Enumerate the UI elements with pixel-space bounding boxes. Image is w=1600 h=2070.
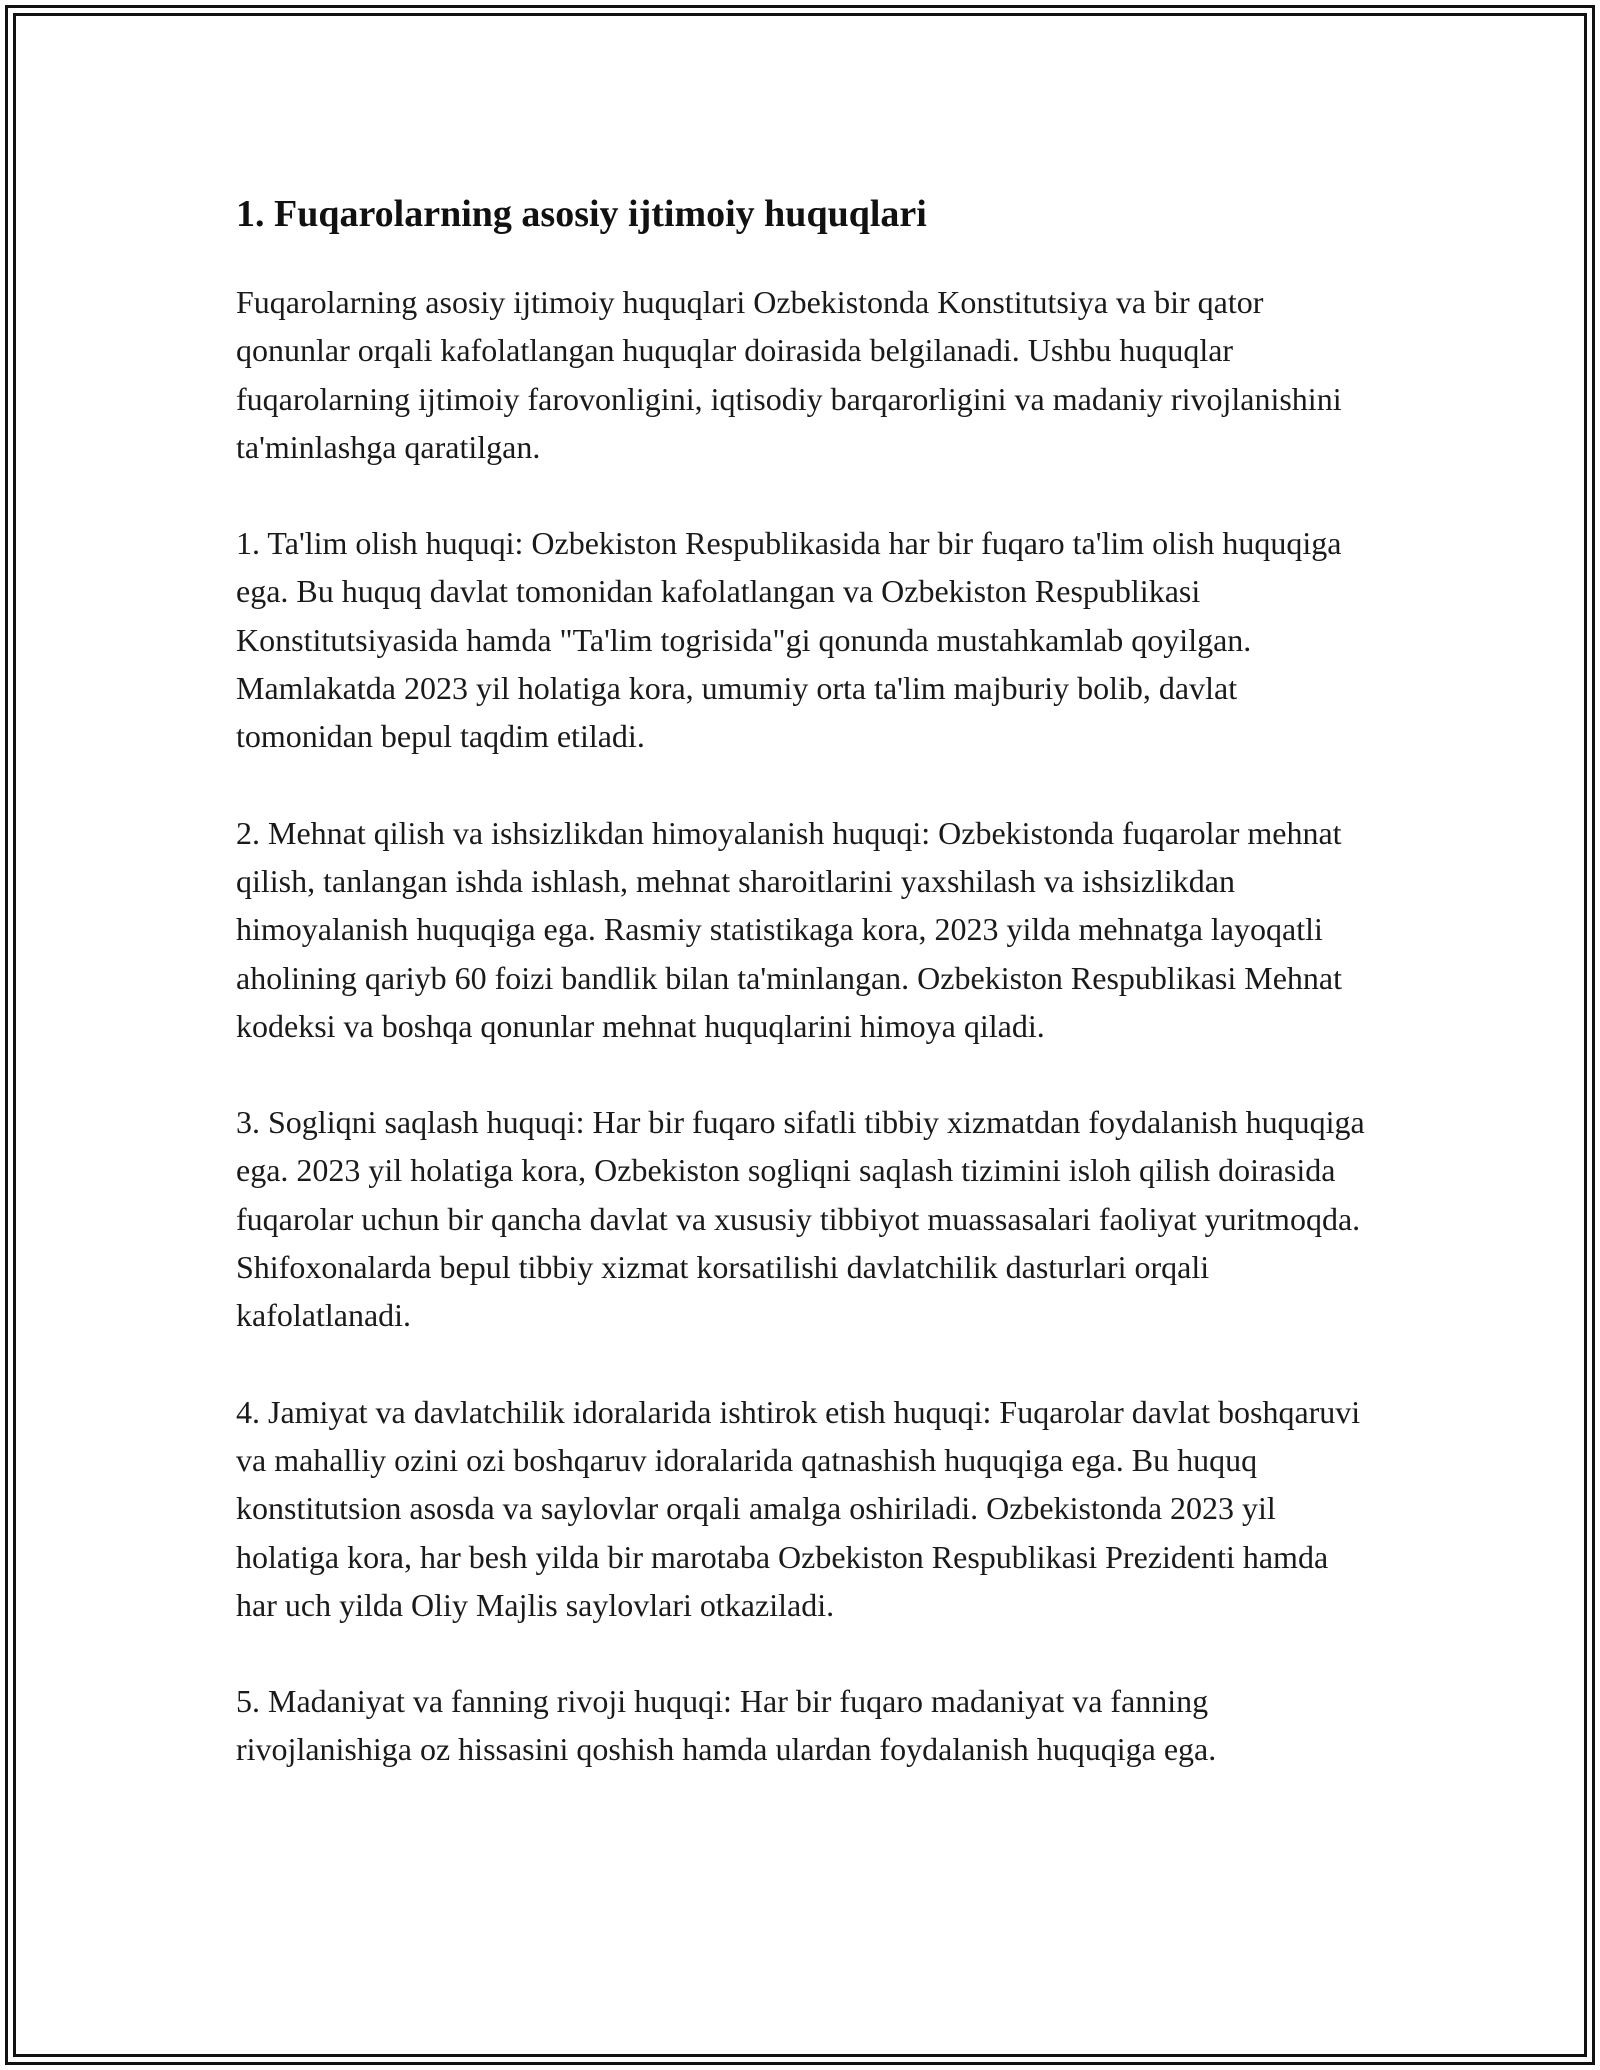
document-body <box>236 186 1376 1822</box>
paragraph-health-right: 3. Sogliqni saqlash huquqi: Har bir fuqaro sifatli tibbiy xizmatdan foydalanish huquqiga ega. 2023 yil holatiga kora, Ozbekiston sogliqni saqlash tizimini isloh qilish doirasida fuqarolar uchun bir qancha davlat va xususiy tibbiyot muassasalari faoliyat yuritmoqda. Shifoxonalarda bepul tibbiy xizmat korsatilishi davlatchilik dasturlari orqali kafolatlanadi. <box>236 1104 1365 1334</box>
section-heading: 1. Fuqarolarning asosiy ijtimoiy huquqlari <box>236 193 927 235</box>
paragraph-labor-right: 2. Mehnat qilish va ishsizlikdan himoyalanish huquqi: Ozbekistonda fuqarolar mehnat qilish, tanlangan ishda ishlash, mehnat sharoitlarini yaxshilash va ishsizlikdan himoyalanish huquqiga ega. Rasmiy statistikaga kora, 2023 yilda mehnatga layoqatli aholining qariyb 60 foizi bandlik bilan ta'minlangan. Ozbekiston Respublikasi Mehnat kodeksi va boshqa qonunlar mehnat huquqlarini himoya qiladi. <box>236 814 1342 1044</box>
intro-paragraph: Fuqarolarning asosiy ijtimoiy huquqlari Ozbekistonda Konstitutsiya va bir qator qonunlar orqali kafolatlangan huquqlar doirasida belgilanadi. Ushbu huquqlar fuqarolarning ijtimoiy farovonligini, iqtisodiy barqarorligini va madaniy rivojlanishini ta'minlashga qaratilgan. <box>236 284 1342 465</box>
paragraph-education-right: 1. Ta'lim olish huquqi: Ozbekiston Respublikasida har bir fuqaro ta'lim olish huquqiga ega. Bu huquq davlat tomonidan kafolatlangan va Ozbekiston Respublikasi Konstitutsiyasida hamda "Ta'lim togrisida"gi qonunda mustahkamlab qoyilgan. Mamlakatda 2023 yil holatiga kora, umumiy orta ta'lim majburiy bolib, davlat tomonidan bepul taqdim etiladi. <box>236 525 1342 755</box>
paragraph-participation-right: 4. Jamiyat va davlatchilik idoralarida ishtirok etish huquqi: Fuqarolar davlat boshqaruvi va mahalliy ozini ozi boshqaruv idoralarida qatnashish huquqiga ega. Bu huquq konstitutsion asosda va saylovlar orqali amalga oshiriladi. Ozbekistonda 2023 yil holatiga kora, har besh yilda bir marotaba Ozbekiston Respublikasi Prezidenti hamda har uch yilda Oliy Majlis saylovlari otkaziladi. <box>236 1393 1361 1623</box>
paragraph-culture-science-right: 5. Madaniyat va fanning rivoji huquqi: Har bir fuqaro madaniyat va fanning rivojlanishiga oz hissasini qoshish hamda ulardan foydalanish huquqiga ega. <box>236 1683 1217 1768</box>
